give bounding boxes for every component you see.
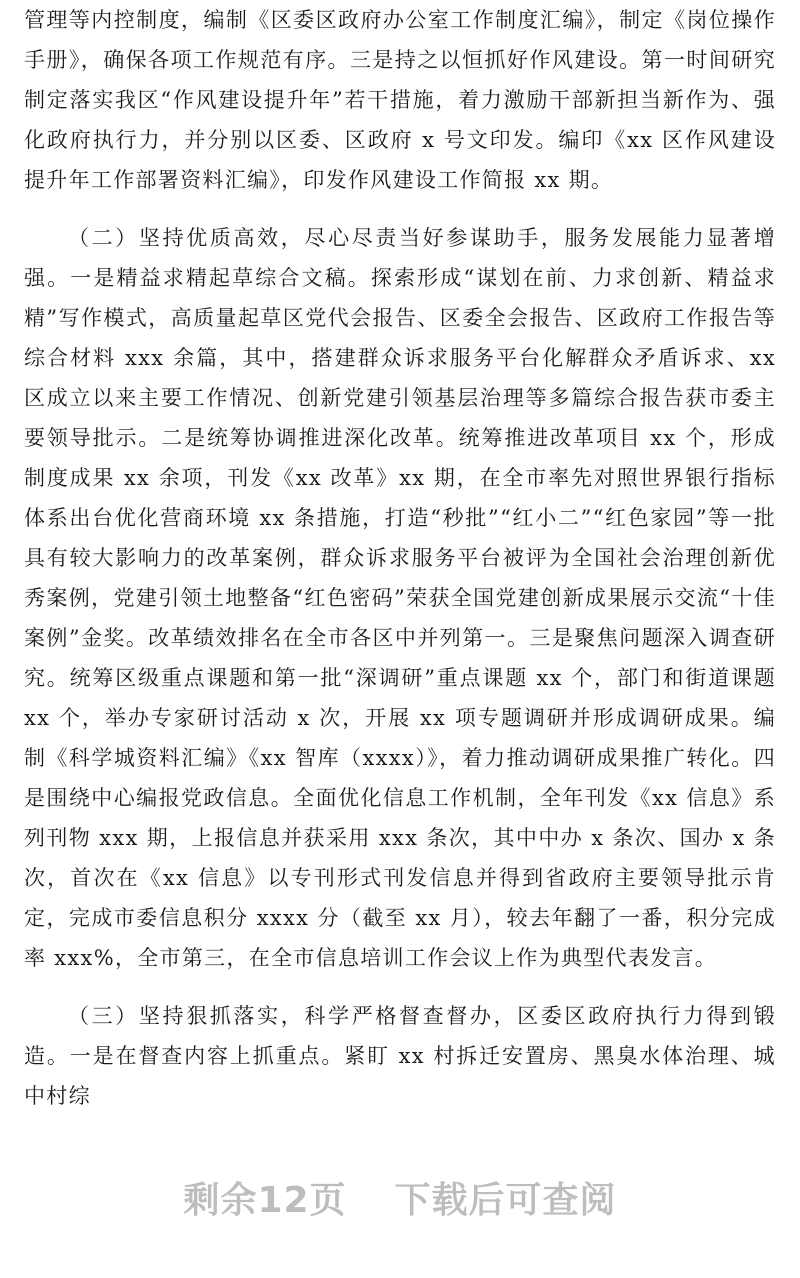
paragraph-gap	[24, 978, 776, 996]
download-hint-label[interactable]: 下载后可查阅	[394, 1180, 617, 1221]
remaining-pages-label[interactable]: 剩余12页	[183, 1180, 347, 1221]
paragraph-gap	[24, 200, 776, 218]
paragraph-1: 管理等内控制度，编制《区委区政府办公室工作制度汇编》，制定《岗位操作手册》，确保各项工作规范有序。三是持之以恒抓好作风建设。第一时间研究制定落实我区“作风建设提升年”若干措施，着力激励干部新担当新作为、强化政府执行力，并分别以区委、区政府 x 号文印发。编印《xx 区作风建设提升年工作部署资料汇编》，印发作风建设工作简报 xx 期。	[24, 8, 776, 192]
document-page	[24, 0, 776, 1116]
paragraph-3: （三）坚持狠抓落实，科学严格督查督办，区委区政府执行力得到锻造。一是在督查内容上抓重点。紧盯 xx 村拆迁安置房、黑臭水体治理、城中村综	[24, 1004, 776, 1108]
download-footer[interactable]	[0, 1172, 800, 1223]
paragraph-2: （二）坚持优质高效，尽心尽责当好参谋助手，服务发展能力显著增强。一是精益求精起草综合文稿。探索形成“谋划在前、力求创新、精益求精”写作模式，高质量起草区党代会报告、区委全会报告、区政府工作报告等综合材料 xxx 余篇，其中，搭建群众诉求服务平台化解群众矛盾诉求、xx 区成立以来主要工作情况、创新党建引领基层治理等多篇综合报告获市委主要领导批示。二是统筹协调推进深化改革。统筹推进改革项目 xx 个，形成制度成果 xx 余项，刊发《xx 改革》xx 期，在全市率先对照世界银行指标体系出台优化营商环境 xx 条措施，打造“秒批”“红小二”“红色家园”等一批具有较大影响力的改革案例，群众诉求服务平台被评为全国社会治理创新优秀案例，党建引领土地整备“红色密码”荣获全国党建创新成果展示交流“十佳案例”金奖。改革绩效排名在全市各区中并列第一。三是聚焦问题深入调查研究。统筹区级重点课题和第一批“深调研”重点课题 xx 个，部门和街道课题 xx 个，举办专家研讨活动 x 次，开展 xx 项专题调研并形成调研成果。编制《科学城资料汇编》《xx 智库（xxxx）》，着力推动调研成果推广转化。四是围绕中心编报党政信息。全面优化信息工作机制，全年刊发《xx 信息》系列刊物 xxx 期，上报信息并获采用 xxx 条次，其中中办 x 条次、国办 x 条次，首次在《xx 信息》以专刊形式刊发信息并得到省政府主要领导批示肯定，完成市委信息积分 xxxx 分（截至 xx 月），较去年翻了一番，积分完成率 xxx%，全市第三，在全市信息培训工作会议上作为典型代表发言。	[24, 226, 776, 970]
